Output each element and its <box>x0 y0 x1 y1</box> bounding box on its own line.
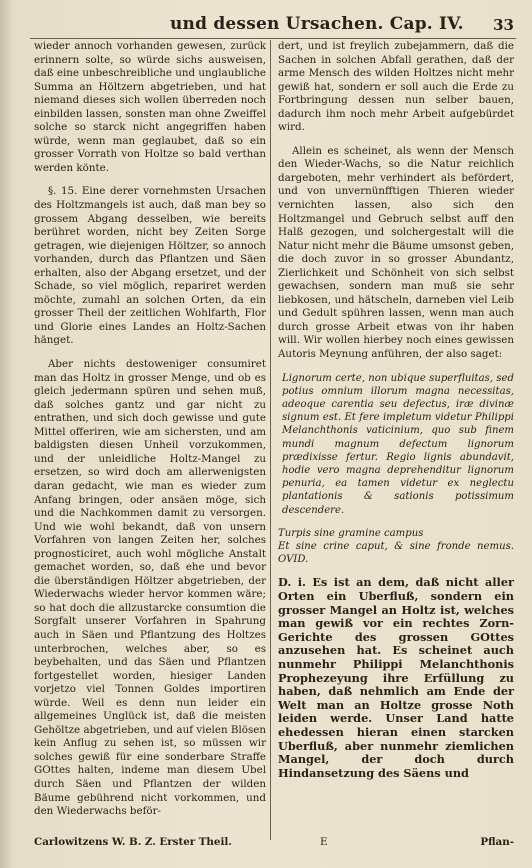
left-paragraph-3: Aber nichts destoweniger consumiret man das Holtz in grosser Menge, und ob es gleich jedermann spüren und sehen muß, daß solches gantz und gar nicht zu entrathen, und sich doch gewisse und gute Mittel offeriren, wie am sichersten, und am baldigsten diesen Unheil vorzukommen, und der unleidliche Holtz-Mangel zu ersetzen, so wird doch am allerwenigsten daran gedacht, wie man es wieder zum Anfang bringen, oder ansäen möge, sich und die Nachkommen damit zu versorgen. Und wie wohl bekandt, daß von unsern Vorfahren von langen Zeiten her, solches prognosticiret, auch wohl mögliche Anstalt gemachet worden, so, daß ehe und bevor die überständigen Höltzer abgetrieben, der Wiederwachs wieder hervor kommen wäre; so hat doch die allzustarcke consumtion die Sorgfalt unserer Vorfahren in Spahrung auch in Säen und Pflantzung des Holtzes unterbrochen, welches aber, so es beybehalten, und das Säen und Pflantzen fortgestellet worden, hiesiger Landen vorjetzo viel Tonnen Goldes importiren würde. Weil es denn nun leider ein allgemeines Unglück ist, daß die meisten Gehöltze abgetrieben, und auf vielen Blösen kein Anflug zu sehen ist, so müssen wir solches gewiß für eine sonderbare Straffe GOttes halten, indeme man diesem Ubel durch Säen und Pflantzen der wilden Bäume gebührend nicht vorkommen, und den Wiederwachs beför- <box>34 358 266 818</box>
latin-quotation: Lignorum certe, non ubique superfluitas, sed potius omnium illorum magna necessitas, adeoque carentia seu defectus, iræ divinæ signum est. Et fere impletum videtur Philippi Melanchthonis vaticinium, quo sub finem mundi magnum defectum lignorum prædixisse fertur. Regio lignis abundavit, hodie vero magna deprehenditur lignorum penuria, ea tamen videtur ex neglectu plantationis & sationis potissimum descendere. <box>282 372 514 516</box>
page-footer <box>34 836 514 856</box>
right-paragraph-2: Allein es scheinet, als wenn der Mensch den Wieder-Wachs, so die Natur reichlich dargeboten, mehr verhindert als befördert, und von unvernünfftigen Thieren wieder vernichten lassen, also sich den Holtzmangel und Gebruch selbst auff den Halß gezogen, und solchergestalt will die Natur nicht mehr die Bäume umsonst geben, die doch zuvor in so grosser Abundantz, Zierlichkeit und Schönheit von sich selbst gewachsen, sondern man muß sie sehr liebkosen, und hätscheln, darneben viel Leib und Gedult spühren lassen, wenn man auch durch grosse Arbeit etwas von ihr haben will. Wir wollen hierbey noch eines gewissen Autoris Meynung anführen, der also saget: <box>278 144 514 361</box>
poem-line-2: Et sine crine caput, & sine fronde nemus. OVID. <box>278 541 514 566</box>
poem-line-1: Turpis sine gramine campus <box>278 527 424 539</box>
page-number: 33 <box>493 16 514 34</box>
footer-title: Carlowitzens W. B. Z. Erster Theil. <box>34 836 232 848</box>
signature-mark: E <box>320 836 328 848</box>
header-rule <box>30 38 516 39</box>
right-paragraph-1: dert, und ist freylich zubejammern, daß die Sachen in solchen Abfall gerathen, daß der arme Mensch des wilden Holtzes nicht mehr gewiß hat, sondern er soll auch die Erde zu Fortbringung dessen nun selber bauen, dadurch ihm noch mehr Arbeit aufgebürdet wird. <box>278 40 514 134</box>
right-column <box>278 40 514 780</box>
column-divider <box>270 40 271 840</box>
left-paragraph-2: §. 15. Eine derer vornehmsten Ursachen des Holtzmangels ist auch, daß man bey so grossem Abgang desselben, wie bereits berühret worden, nicht bey Zeiten Sorge getragen, wie diejenigen Höltzer, so annoch vorhanden, durch das Pflantzen und Säen erhalten, also der Abgang ersetzet, und der Schade, so viel möglich, repariret werden möchte, zumahl an solchen Orten, da ein grosser Theil der zeitlichen Wohlfarth, Flor und Glorie eines Landes an Holtz-Sachen hänget. <box>34 185 266 347</box>
right-paragraph-3: D. i. Es ist an dem, daß nicht aller Orten ein Uberfluß, sondern ein grosser Mangel an Holtz ist, welches man gewiß vor ein rechtes Zorn-Gerichte des grossen GOttes anzusehen hat. Es scheinet auch nunmehr Philippi Melanchthonis Prophezeyung ihre Erfüllung zu haben, daß nehmlich am Ende der Welt man an Holtze grosse Noth leiden werde. Unser Land hatte ehedessen hieran einen starcken Uberfluß, aber nunmehr ziemlichen Mangel, der doch durch Hindansetzung des Säens und <box>278 575 514 780</box>
left-column <box>34 40 266 819</box>
running-header <box>0 10 532 36</box>
catchword: Pflan- <box>480 836 514 848</box>
left-paragraph-1: wieder annoch vorhanden gewesen, zurück erinnern solte, so würde sichs ausweisen, daß eine unbeschreibliche und unglaubliche Summa an Höltzern abgetrieben, und hat niemand dieses sich wollen überreden noch einbilden lassen, sonsten man ohne Zweiffel solche so starck nicht angegriffen haben würde, wenn man geglaubet, daß so ein grosser Vorrath von Holtze so bald verthan werden könte. <box>34 40 266 174</box>
running-title: und dessen Ursachen. Cap. IV. <box>170 14 464 34</box>
